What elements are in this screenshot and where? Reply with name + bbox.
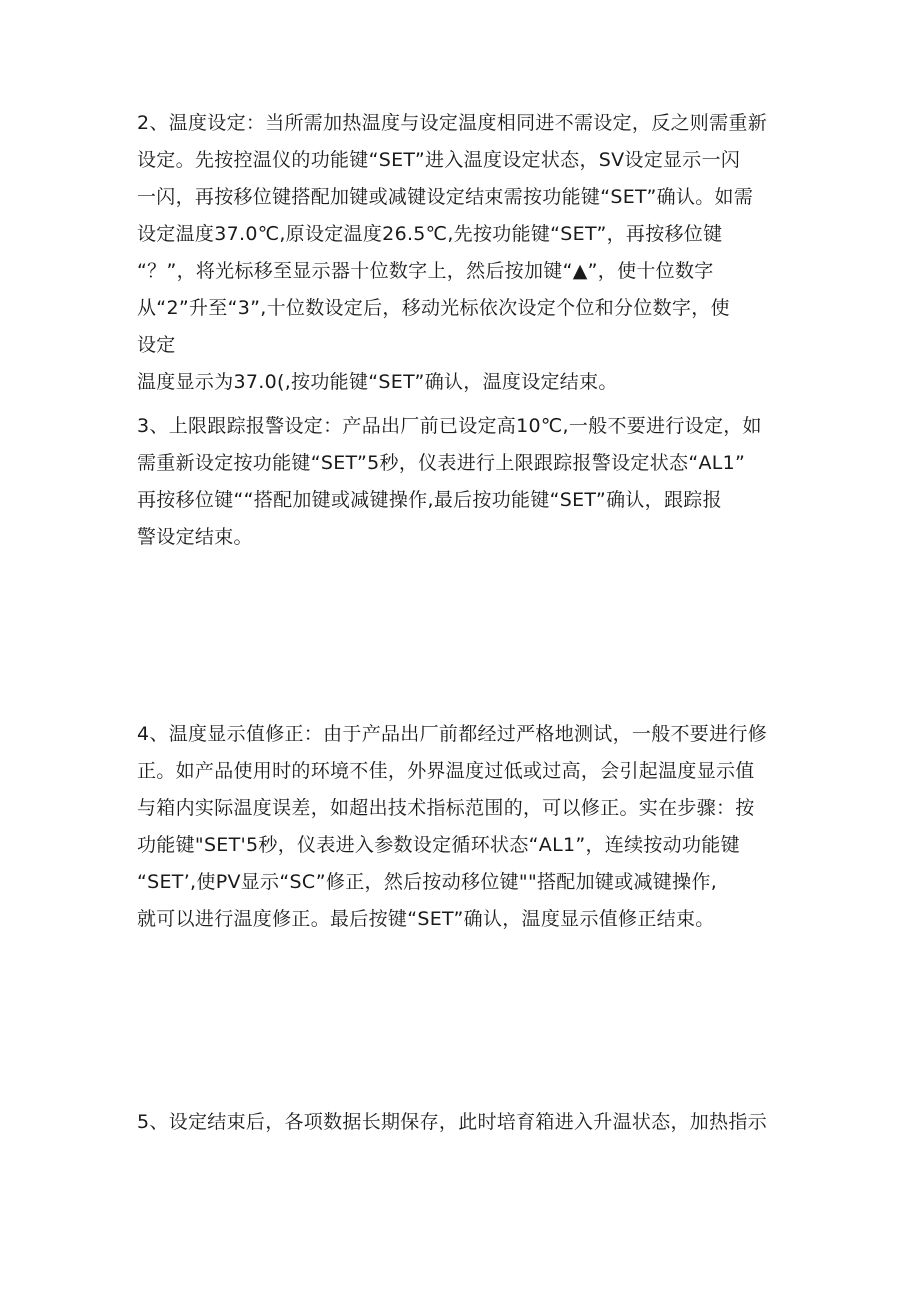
text-line: 正。如产品使用时的环境不佳，外界温度过低或过高，会引起温度显示值	[137, 760, 755, 782]
text-line: “？”，将光标移至显示器十位数字上，然后按加键“▲”，使十位数字	[137, 260, 714, 282]
text-line: 再按移位键““搭配加键或减键操作,最后按功能键“SET”确认，跟踪报	[137, 489, 722, 511]
section-display-correction	[137, 716, 793, 938]
text-line: 从“2”升至“3”,十位数设定后，移动光标依次设定个位和分位数字，使	[137, 297, 730, 319]
text-line: 一闪，再按移位键搭配加键或减键设定结束需按功能键“SET”确认。如需	[137, 186, 754, 208]
text-line: 需重新设定按功能键“SET”5秒，仪表进行上限跟踪报警设定状态“AL1”	[137, 452, 746, 474]
text-line: 温度显示为37.0(,按功能键“SET”确认，温度设定结束。	[137, 371, 618, 393]
text-line: 2、温度设定：当所需加热温度与设定温度相同进不需设定，反之则需重新	[137, 112, 767, 134]
section-setting-complete	[137, 1104, 793, 1141]
text-line: 与箱内实际温度误差，如超出技术指标范围的，可以修正。实在步骤：按	[137, 797, 755, 819]
text-line: 5、设定结束后，各项数据长期保存，此时培育箱进入升温状态，加热指示	[137, 1111, 767, 1133]
text-line: 功能键"SET'5秒，仪表进入参数设定循环状态“AL1”，连续按动功能键	[137, 834, 740, 856]
text-line: 就可以进行温度修正。最后按键“SET”确认，温度显示值修正结束。	[137, 908, 715, 930]
section-temperature-setting	[137, 105, 793, 401]
text-line: 设定温度37.0℃,原设定温度26.5℃,先按功能键“SET”，再按移位键	[137, 223, 723, 245]
text-line: 警设定结束。	[137, 526, 253, 548]
text-line: 4、温度显示值修正：由于产品出厂前都经过严格地测试，一般不要进行修	[137, 723, 767, 745]
text-line: 3、上限跟踪报警设定：产品出厂前已设定高10℃,一般不要进行设定，如	[137, 415, 762, 437]
text-line: “SET’,使PV显示“SC”修正，然后按动移位键""搭配加键或减键操作,	[137, 871, 718, 893]
text-line: 设定。先按控温仪的功能键“SET”进入温度设定状态，SV设定显示一闪	[137, 149, 741, 171]
text-line: 设定	[137, 334, 176, 356]
section-upper-limit-alarm	[137, 408, 793, 556]
